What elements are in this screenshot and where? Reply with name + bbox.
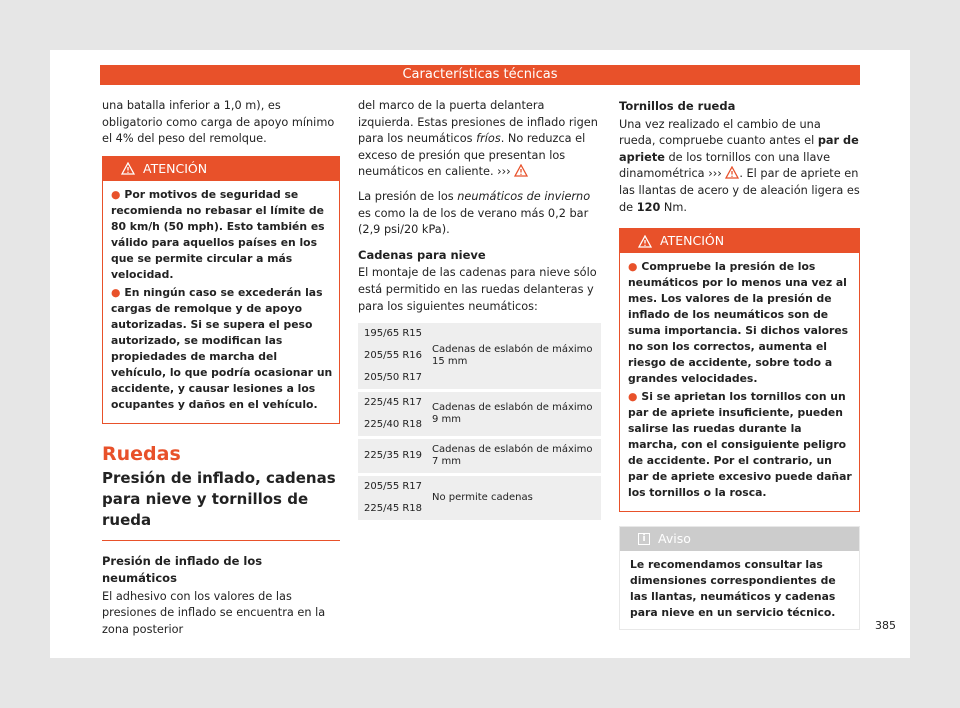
sub-section-title: Presión de inflado, cadenas para nieve y tornillos de rueda <box>102 468 340 541</box>
warning-title: ATENCIÓN <box>143 160 208 176</box>
chain-spec-cell: Cadenas de eslabón de máximo 7 mm <box>424 439 601 473</box>
chain-spec-cell: Cadenas de eslabón de máximo 15 mm <box>424 323 601 389</box>
table-row <box>358 392 601 414</box>
bullet-icon: ● <box>628 390 638 404</box>
tire-pressure-paragraph: El adhesivo con los valores de las presiones de inflado se encuentra en la zona posterior <box>102 589 326 636</box>
page-number: 385 <box>875 619 896 632</box>
warning-body <box>620 253 859 511</box>
warning-box-towing <box>102 156 340 424</box>
note-body: Le recomendamos consultar las dimensiones correspondientes de las llantas, neumáticos y cadenas para nieve en un servicio técnico. <box>630 558 836 620</box>
snow-chains-table <box>358 323 601 520</box>
tire-size-cell: 225/45 R17 <box>358 392 424 414</box>
warning-item: ● Si se aprietan los tornillos con un par de apriete insuficiente, pueden salirse las ruedas durante la marcha, con el consiguiente peligro de accidente. Por el contrario, un par de apriete excesivo puede dañar los tornillos o la rosca. <box>628 390 852 500</box>
section-title: Ruedas <box>102 442 181 465</box>
bullet-icon: ● <box>111 285 121 299</box>
tire-size-cell: 205/55 R16 <box>358 345 424 367</box>
bullet-icon: ● <box>628 260 638 274</box>
warning-triangle-icon <box>121 162 135 175</box>
heading-wheel-bolts: Tornillos de rueda <box>619 99 736 113</box>
note-title: Aviso <box>658 531 691 547</box>
warning-title: ATENCIÓN <box>660 233 725 249</box>
warning-header <box>103 157 339 181</box>
wheel-bolts-paragraph: Una vez realizado el cambio de una rueda, compruebe cuanto antes el par de apriete de los tornillos con una llave dinamométrica ››› . El par de apriete en las llantas de acero y de aleación ligera es de 120 Nm. <box>619 117 860 214</box>
note-box <box>619 526 860 630</box>
warning-item: ● Compruebe la presión de los neumáticos por lo menos una vez al mes. Los valores de la presión de inflado de los neumáticos son de suma importancia. Si dichos valores no son los correctos, aumenta el riesgo de accidente, sobre todo a grandes velocidades. <box>628 260 849 386</box>
cold-tires-paragraph: del marco de la puerta delantera izquierda. Estas presiones de inflado rigen para los neumáticos fríos. No reduzca el exceso de presión que presentan los neumáticos en caliente. ››› <box>358 99 598 179</box>
tire-size-cell: 225/40 R18 <box>358 414 424 436</box>
tire-size-cell: 195/65 R15 <box>358 323 424 345</box>
warning-body <box>103 181 339 423</box>
tire-size-cell: 205/50 R17 <box>358 367 424 389</box>
note-header <box>620 527 859 551</box>
tire-size-cell: 205/55 R17 <box>358 476 424 498</box>
intro-paragraph: una batalla inferior a 1,0 m), es obligatorio como carga de apoyo mínimo el 4% del peso del remolque. <box>102 99 335 146</box>
winter-tires-paragraph: La presión de los neumáticos de invierno es como la de los de verano más 0,2 bar (2,9 psi/20 kPa). <box>358 189 591 237</box>
warning-item: ● En ningún caso se excederán las cargas de remolque y de apoyo autorizadas. Si se supera el peso autorizado, se modifican las propiedades de marcha del vehículo, lo que podría ocasionar un accidente, y causar lesiones a los ocupantes y daños en el vehículo. <box>111 285 333 411</box>
info-icon: i <box>638 533 650 545</box>
warning-triangle-icon <box>638 235 652 248</box>
table-row <box>358 323 601 345</box>
warning-item: ● Por motivos de seguridad se recomienda no rebasar el límite de 80 km/h (50 mph). Esto también es válido para aquellos países en los que se permite circular a más velocidad. <box>111 187 325 281</box>
warning-triangle-icon[interactable] <box>514 164 528 177</box>
heading-tire-pressure: Presión de inflado de los neumáticos <box>102 554 263 585</box>
column-2 <box>358 98 601 520</box>
tire-size-cell: 225/35 R19 <box>358 439 424 473</box>
tire-size-cell: 225/45 R18 <box>358 498 424 520</box>
table-row <box>358 476 601 498</box>
table-row <box>358 439 601 473</box>
column-1 <box>102 98 340 646</box>
warning-box-tires <box>619 228 860 512</box>
manual-page <box>50 50 910 658</box>
page-header: Características técnicas <box>100 65 860 85</box>
column-3 <box>619 98 860 630</box>
warning-triangle-icon[interactable] <box>725 166 739 179</box>
warning-header <box>620 229 859 253</box>
chain-spec-cell: No permite cadenas <box>424 476 601 520</box>
chain-spec-cell: Cadenas de eslabón de máximo 9 mm <box>424 392 601 436</box>
heading-snow-chains: Cadenas para nieve <box>358 247 486 262</box>
bullet-icon: ● <box>111 187 121 201</box>
snow-chains-paragraph: El montaje de las cadenas para nieve sólo está permitido en las ruedas delanteras y para los siguientes neumáticos: <box>358 266 597 313</box>
